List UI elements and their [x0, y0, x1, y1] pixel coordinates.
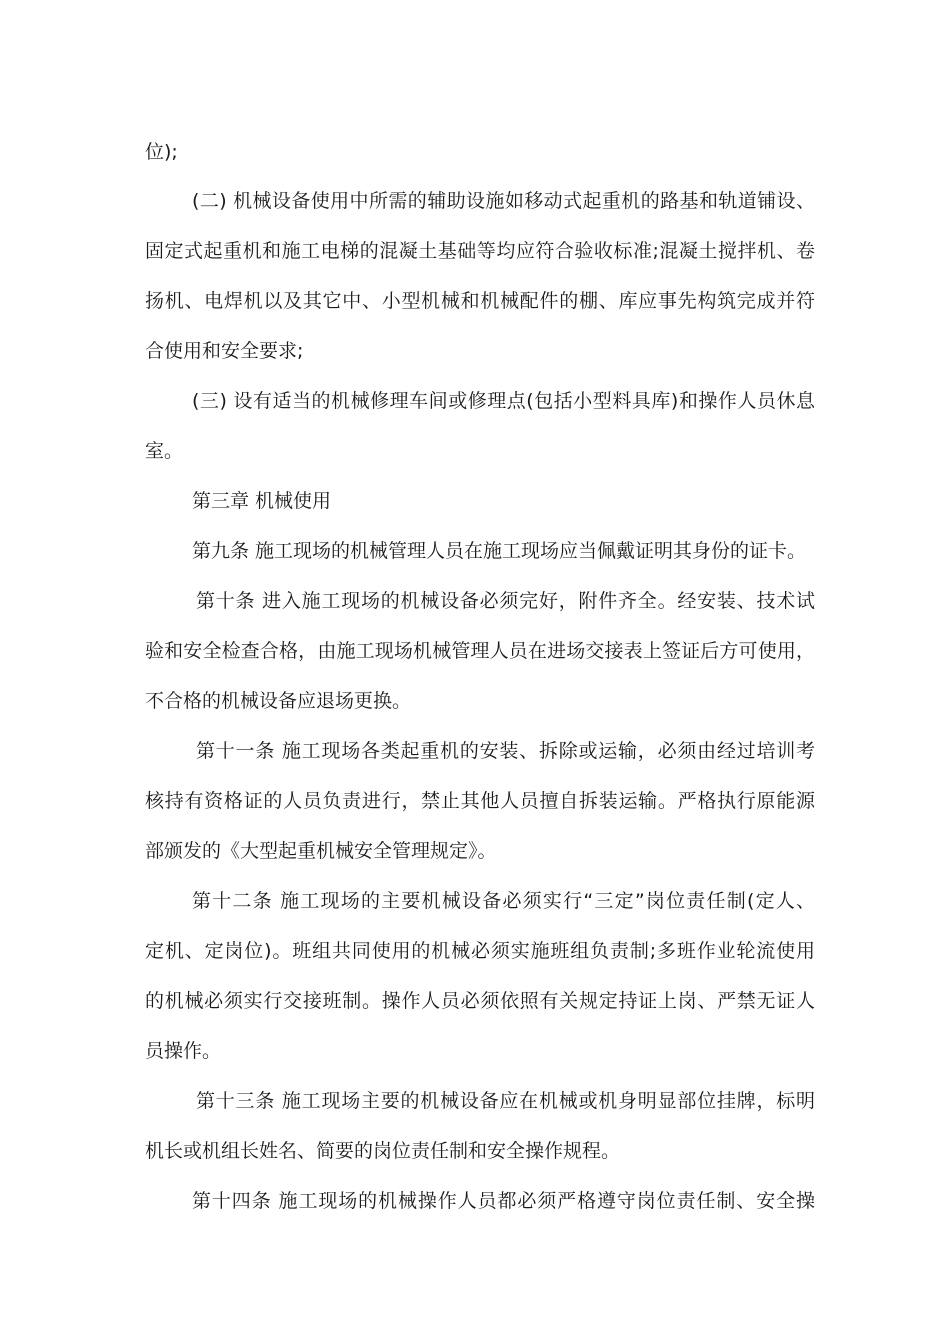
text-line: 第十一条 施工现场各类起重机的安装、拆除或运输，必须由经过培训考 — [196, 740, 815, 762]
text-line: 的机械必须实行交接班制。操作人员必须依照有关规定持证上岗、严禁无证人 — [145, 990, 815, 1012]
text-line: 第十三条 施工现场主要的机械设备应在机械或机身明显部位挂牌，标明 — [196, 1090, 815, 1112]
text-line: 合使用和安全要求; — [145, 340, 304, 362]
text-line: 室。 — [145, 440, 184, 462]
text-line: 固定式起重机和施工电梯的混凝土基础等均应符合验收标准;混凝土搅拌机、卷 — [145, 240, 815, 262]
chapter-heading: 第三章 机械使用 — [192, 490, 332, 512]
text-line: 扬机、电焊机以及其它中、小型机械和机械配件的棚、库应事先构筑完成并符 — [145, 290, 815, 312]
text-line: (二) 机械设备使用中所需的辅助设施如移动式起重机的路基和轨道铺设、 — [192, 190, 815, 212]
text-line: 第十条 进入施工现场的机械设备必须完好，附件齐全。经安装、技术试 — [196, 590, 815, 612]
text-line: 定机、定岗位)。班组共同使用的机械必须实施班组负责制;多班作业轮流使用 — [145, 940, 815, 962]
text-line: 不合格的机械设备应退场更换。 — [145, 690, 412, 712]
text-line: 验和安全检查合格，由施工现场机械管理人员在进场交接表上签证后方可使用， — [145, 640, 815, 662]
text-line: 第九条 施工现场的机械管理人员在施工现场应当佩戴证明其身份的证卡。 — [192, 540, 807, 562]
text-line: 部颁发的《大型起重机械安全管理规定》。 — [145, 840, 497, 862]
text-line: 位); — [145, 141, 178, 163]
text-line: (三) 设有适当的机械修理车间或修理点(包括小型料具库)和操作人员休息 — [192, 390, 815, 412]
text-line: 机长或机组长姓名、简要的岗位责任制和安全操作规程。 — [145, 1140, 621, 1162]
text-line: 员操作。 — [145, 1040, 222, 1062]
text-line: 第十四条 施工现场的机械操作人员都必须严格遵守岗位责任制、安全操 — [192, 1190, 815, 1212]
text-line: 核持有资格证的人员负责进行，禁止其他人员擅自拆装运输。严格执行原能源 — [145, 790, 815, 812]
text-line: 第十二条 施工现场的主要机械设备必须实行“三定”岗位责任制(定人、 — [192, 890, 815, 912]
